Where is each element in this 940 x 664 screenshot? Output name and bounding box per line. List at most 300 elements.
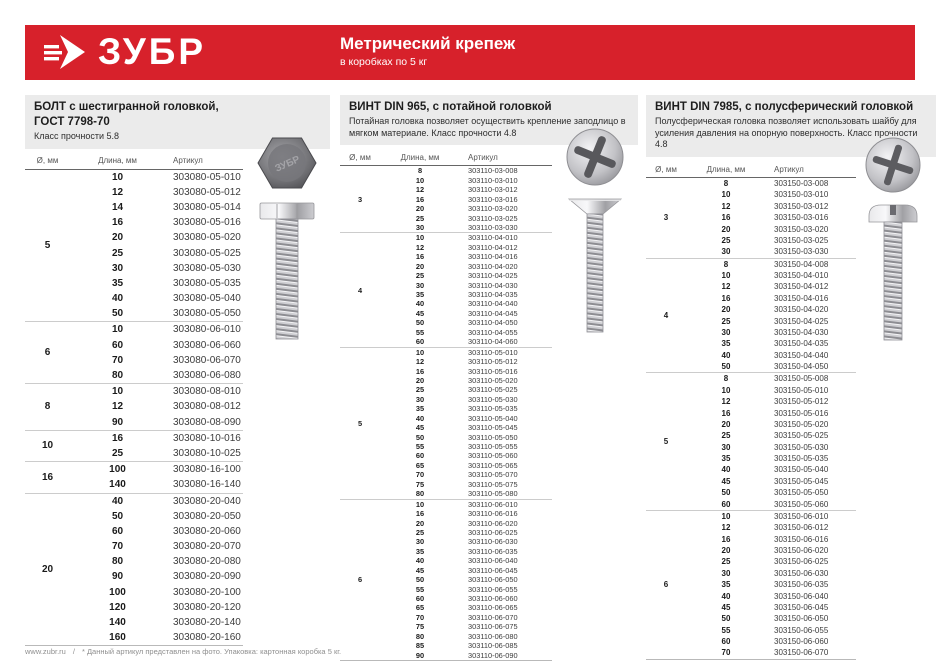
length-value: 25 xyxy=(415,385,425,395)
table-row xyxy=(686,281,856,292)
article-number: 303150-04-016 xyxy=(774,293,829,303)
article-number: 303110-05-070 xyxy=(468,470,518,480)
table-row xyxy=(380,414,552,423)
table-row xyxy=(70,291,243,306)
article-number: 303110-03-016 xyxy=(468,194,518,204)
diameter-group xyxy=(340,499,552,660)
length-value: 60 xyxy=(415,451,425,461)
table-row xyxy=(70,539,243,554)
article-number: 303150-04-020 xyxy=(774,305,829,315)
article-number: 303110-04-060 xyxy=(468,337,518,347)
footer-note: * Данный артикул представлен на фото. Упаковка: картонная коробка 5 кг. xyxy=(81,647,342,656)
article-number: 303080-20-120 xyxy=(173,601,241,613)
article-number: 303080-20-090 xyxy=(173,571,241,583)
length-value: 30 xyxy=(721,442,731,452)
article-number: 303150-05-035 xyxy=(774,454,829,463)
diameter-group xyxy=(25,461,243,492)
table-row xyxy=(380,537,552,546)
table-row xyxy=(686,246,856,257)
length-value: 16 xyxy=(415,252,425,262)
length-value: 40 xyxy=(111,495,124,507)
length-value: 10 xyxy=(721,511,731,521)
article-number: 303150-05-050 xyxy=(774,488,829,498)
length-value: 30 xyxy=(415,222,425,232)
table-row xyxy=(686,212,856,223)
article-number: 303080-05-050 xyxy=(173,308,241,320)
length-value: 35 xyxy=(721,454,731,463)
table-row xyxy=(70,338,243,353)
length-value: 70 xyxy=(111,354,124,366)
article-number: 303110-05-080 xyxy=(468,489,518,499)
table-row xyxy=(380,528,552,537)
article-number: 303110-06-025 xyxy=(468,527,518,537)
column-header-length: Длина, мм xyxy=(706,164,746,174)
article-number: 303150-04-008 xyxy=(774,259,829,269)
table-row xyxy=(380,299,552,308)
length-value: 45 xyxy=(721,602,731,612)
diameter-group xyxy=(646,258,856,373)
table-row xyxy=(380,195,552,204)
article-number: 303110-05-045 xyxy=(468,423,518,433)
table-row xyxy=(380,271,552,280)
article-number: 303110-06-080 xyxy=(468,631,518,641)
length-value: 20 xyxy=(415,261,425,271)
table-row xyxy=(380,632,552,641)
table-row xyxy=(380,594,552,603)
length-value: 75 xyxy=(415,622,425,632)
diameter-value: 3 xyxy=(357,194,363,204)
table-row xyxy=(686,408,856,419)
length-value: 45 xyxy=(415,423,425,433)
length-value: 55 xyxy=(415,327,425,337)
length-value: 60 xyxy=(415,594,425,603)
table-row xyxy=(686,636,856,647)
diameter-group xyxy=(25,321,243,383)
length-value: 60 xyxy=(111,525,124,537)
table-row xyxy=(70,554,243,569)
article-number: 303150-05-025 xyxy=(774,431,829,441)
column-header-length: Длина, мм xyxy=(400,152,440,162)
length-value: 60 xyxy=(111,339,124,351)
length-value: 50 xyxy=(721,362,731,371)
diameter-group xyxy=(25,493,243,646)
table-row xyxy=(686,201,856,212)
article-number: 303080-08-012 xyxy=(173,401,241,413)
table-row xyxy=(686,556,856,567)
article-number: 303110-04-030 xyxy=(468,280,518,290)
length-value: 25 xyxy=(415,271,425,281)
table-row xyxy=(380,290,552,299)
table-row xyxy=(380,318,552,327)
length-value: 16 xyxy=(111,432,124,444)
table-row xyxy=(380,328,552,337)
length-value: 90 xyxy=(111,571,124,583)
length-value: 30 xyxy=(721,247,731,257)
article-number: 303080-06-070 xyxy=(173,354,241,366)
table-row xyxy=(70,494,243,509)
footer-site-url[interactable]: www.zubr.ru xyxy=(25,647,66,656)
length-value: 12 xyxy=(721,523,731,533)
catalog-column-bolt-gost-7798 xyxy=(25,95,330,646)
length-value: 25 xyxy=(111,447,124,459)
section-title: ВИНТ DIN 7985, с полусферический головкой xyxy=(655,101,914,113)
length-value: 10 xyxy=(111,324,124,336)
length-value: 60 xyxy=(721,499,731,509)
article-number: 303110-04-040 xyxy=(468,299,518,309)
table-row xyxy=(70,215,243,230)
table-row xyxy=(686,613,856,624)
length-value: 140 xyxy=(109,617,126,628)
table-row xyxy=(70,585,243,600)
table-row xyxy=(70,415,243,430)
article-number: 303150-05-030 xyxy=(774,442,829,452)
article-number: 303080-10-016 xyxy=(173,432,241,444)
article-number: 303110-04-045 xyxy=(468,308,518,318)
column-header-length: Длина, мм xyxy=(98,156,137,166)
length-value: 50 xyxy=(721,488,731,498)
table-row xyxy=(380,223,552,232)
article-number: 303150-05-045 xyxy=(774,476,829,486)
table-row xyxy=(380,337,552,346)
length-value: 55 xyxy=(415,442,425,451)
article-number: 303110-05-035 xyxy=(468,404,518,414)
diameter-value: 5 xyxy=(357,418,363,428)
length-value: 70 xyxy=(415,470,425,480)
article-number: 303110-06-030 xyxy=(468,537,518,547)
diameter-value: 5 xyxy=(44,240,51,251)
catalog-column-screw-din-965 xyxy=(340,95,638,661)
length-value: 16 xyxy=(721,408,731,418)
length-value: 25 xyxy=(111,247,124,259)
length-value: 25 xyxy=(721,235,731,245)
length-value: 40 xyxy=(415,299,425,309)
length-value: 10 xyxy=(721,385,731,395)
table-row xyxy=(686,304,856,315)
length-value: 40 xyxy=(415,556,425,566)
length-value: 140 xyxy=(109,479,126,491)
length-value: 40 xyxy=(721,350,731,360)
length-value: 25 xyxy=(415,527,425,537)
table-row xyxy=(380,262,552,271)
table-row xyxy=(686,647,856,658)
table-row xyxy=(686,270,856,281)
length-value: 12 xyxy=(415,357,425,367)
article-number: 303110-03-025 xyxy=(468,213,518,223)
length-value: 40 xyxy=(721,465,731,475)
article-number: 303080-06-010 xyxy=(173,324,241,336)
length-value: 10 xyxy=(111,386,124,398)
length-value: 20 xyxy=(111,232,124,244)
length-value: 30 xyxy=(415,537,425,547)
length-value: 45 xyxy=(415,308,425,318)
table-row xyxy=(686,591,856,602)
table-row xyxy=(70,185,243,200)
length-value: 10 xyxy=(415,499,425,509)
length-value: 25 xyxy=(721,316,731,326)
length-value: 16 xyxy=(415,366,425,376)
table-header-row xyxy=(340,149,552,166)
length-value: 25 xyxy=(415,213,425,223)
table-row xyxy=(686,453,856,464)
table-header-row xyxy=(25,153,243,170)
article-number: 303110-06-010 xyxy=(468,499,518,509)
article-number: 303110-05-075 xyxy=(468,479,518,489)
table-row xyxy=(380,641,552,650)
length-value: 100 xyxy=(109,586,126,598)
length-value: 70 xyxy=(415,612,425,622)
length-value: 80 xyxy=(415,489,425,499)
table-row xyxy=(70,261,243,276)
article-number: 303150-05-020 xyxy=(774,419,829,429)
article-number: 303150-03-008 xyxy=(774,179,829,188)
article-number: 303110-06-016 xyxy=(468,509,518,519)
article-number: 303150-06-060 xyxy=(774,637,829,646)
article-number: 303110-04-016 xyxy=(468,252,518,262)
table-row xyxy=(380,500,552,509)
diameter-value: 6 xyxy=(44,347,51,359)
diameter-value: 3 xyxy=(663,213,669,223)
article-number: 303080-05-035 xyxy=(173,277,241,289)
page-footer xyxy=(25,647,341,656)
length-value: 65 xyxy=(415,460,425,470)
article-number: 303110-06-070 xyxy=(468,612,518,622)
article-number: 303110-03-012 xyxy=(468,185,518,195)
table-row xyxy=(686,522,856,533)
table-row xyxy=(380,423,552,432)
table-row xyxy=(380,376,552,385)
length-value: 35 xyxy=(415,404,425,414)
table-row xyxy=(686,534,856,545)
article-number: 303150-04-035 xyxy=(774,339,829,349)
length-value: 65 xyxy=(415,603,425,613)
length-value: 8 xyxy=(723,179,729,188)
table-row xyxy=(686,511,856,522)
table-row xyxy=(70,569,243,584)
column-header-article: Артикул xyxy=(774,164,804,174)
length-value: 30 xyxy=(415,280,425,290)
brand-logo xyxy=(43,32,206,72)
table-row xyxy=(70,200,243,215)
article-number: 303150-05-008 xyxy=(774,374,829,384)
section-title: БОЛТ с шестигранной головкой, ГОСТ 7798-70 xyxy=(34,101,219,128)
length-value: 55 xyxy=(721,625,731,635)
table-row xyxy=(686,579,856,590)
section-description: Класс прочности 5.8 xyxy=(34,130,120,141)
article-number: 303080-05-014 xyxy=(173,201,241,213)
length-value: 25 xyxy=(721,557,731,567)
column-header-diameter: Ø, мм xyxy=(655,164,677,174)
fastener-table xyxy=(25,170,243,647)
table-row xyxy=(70,246,243,261)
article-number: 303110-04-020 xyxy=(468,261,518,271)
article-number: 303110-04-055 xyxy=(468,327,518,337)
diameter-value: 6 xyxy=(663,580,669,590)
article-number: 303080-10-025 xyxy=(173,447,241,459)
table-row xyxy=(686,487,856,498)
article-number: 303080-16-100 xyxy=(173,464,241,476)
article-number: 303150-06-020 xyxy=(774,546,829,555)
article-number: 303080-06-060 xyxy=(173,339,241,351)
diameter-value: 6 xyxy=(357,575,363,585)
length-value: 20 xyxy=(721,305,731,315)
catalog-column-screw-din-7985 xyxy=(646,95,936,660)
article-number: 303110-06-055 xyxy=(468,584,518,594)
article-number: 303080-20-100 xyxy=(173,586,241,598)
table-row xyxy=(686,338,856,349)
table-row xyxy=(686,316,856,327)
table-row xyxy=(380,470,552,479)
table-row xyxy=(380,243,552,252)
article-number: 303110-05-040 xyxy=(468,413,518,423)
length-value: 10 xyxy=(415,233,425,243)
article-number: 303110-04-035 xyxy=(468,290,518,299)
diameter-value: 10 xyxy=(41,440,54,452)
length-value: 35 xyxy=(415,546,425,556)
article-number: 303150-04-010 xyxy=(774,271,829,280)
length-value: 10 xyxy=(721,271,731,280)
length-value: 80 xyxy=(415,631,425,641)
article-number: 303150-06-045 xyxy=(774,602,829,612)
length-value: 8 xyxy=(723,259,729,269)
article-number: 303110-03-008 xyxy=(468,166,518,176)
article-number: 303080-20-060 xyxy=(173,525,241,537)
table-row xyxy=(380,461,552,470)
article-number: 303110-06-065 xyxy=(468,603,518,613)
length-value: 8 xyxy=(417,166,423,176)
length-value: 20 xyxy=(415,375,425,385)
article-number: 303110-04-012 xyxy=(468,242,518,252)
length-value: 16 xyxy=(111,217,124,229)
table-header-row xyxy=(646,161,856,178)
article-number: 303110-03-010 xyxy=(468,175,518,185)
table-row xyxy=(380,166,552,175)
article-number: 303080-20-070 xyxy=(173,541,241,553)
article-number: 303110-06-090 xyxy=(468,650,518,660)
diameter-group xyxy=(340,232,552,346)
page-subtitle: в коробках по 5 кг xyxy=(340,56,428,68)
table-row xyxy=(380,309,552,318)
length-value: 20 xyxy=(415,204,425,214)
article-number: 303110-03-030 xyxy=(468,222,518,232)
length-value: 12 xyxy=(721,397,731,407)
diameter-value: 20 xyxy=(41,563,54,575)
length-value: 40 xyxy=(721,591,731,601)
footer-separator: / xyxy=(72,647,75,656)
article-number: 303110-06-040 xyxy=(468,556,518,566)
article-number: 303150-03-030 xyxy=(774,247,829,257)
article-number: 303110-06-085 xyxy=(468,641,518,651)
page-title: Метрический крепеж xyxy=(340,34,516,53)
length-value: 12 xyxy=(111,186,124,198)
length-value: 30 xyxy=(415,394,425,404)
article-number: 303080-05-020 xyxy=(173,232,241,244)
table-row xyxy=(686,396,856,407)
table-row xyxy=(686,602,856,613)
diameter-value: 5 xyxy=(663,437,669,447)
article-number: 303150-06-035 xyxy=(774,580,829,590)
section-description: Полусферическая головка позволяет использовать шайбу для усиления давления на опорную поверхность. Класс прочности 4.8 xyxy=(655,115,918,150)
article-number: 303150-04-030 xyxy=(774,327,829,337)
table-row xyxy=(70,230,243,245)
length-value: 12 xyxy=(111,401,124,413)
article-number: 303150-06-030 xyxy=(774,568,829,578)
length-value: 160 xyxy=(109,632,126,644)
article-number: 303110-05-050 xyxy=(468,432,518,442)
article-number: 303080-05-016 xyxy=(173,217,241,229)
table-row xyxy=(70,431,243,446)
diameter-value: 8 xyxy=(44,401,51,413)
length-value: 75 xyxy=(415,479,425,489)
article-number: 303110-06-020 xyxy=(468,518,518,528)
table-row xyxy=(380,385,552,394)
column-header-diameter: Ø, мм xyxy=(349,152,371,162)
table-row xyxy=(70,615,243,630)
table-row xyxy=(380,204,552,213)
zubr-arrow-icon xyxy=(43,32,89,72)
table-row xyxy=(686,224,856,235)
table-row xyxy=(380,433,552,442)
length-value: 12 xyxy=(721,201,731,211)
table-row xyxy=(70,524,243,539)
article-number: 303150-06-055 xyxy=(774,625,829,635)
table-row xyxy=(686,350,856,361)
table-row xyxy=(686,476,856,487)
column-header-diameter: Ø, мм xyxy=(36,156,59,166)
countersunk-screw-photo xyxy=(554,127,636,339)
length-value: 20 xyxy=(415,518,425,528)
article-number: 303080-20-160 xyxy=(173,632,241,644)
length-value: 90 xyxy=(415,650,425,660)
article-number: 303080-05-010 xyxy=(173,171,241,183)
length-value: 40 xyxy=(415,413,425,423)
table-row xyxy=(70,446,243,461)
table-row xyxy=(70,630,243,645)
table-row xyxy=(380,176,552,185)
table-row xyxy=(70,368,243,383)
article-number: 303080-16-140 xyxy=(173,479,241,491)
table-row xyxy=(70,384,243,399)
table-row xyxy=(686,568,856,579)
table-row xyxy=(70,462,243,477)
length-value: 50 xyxy=(415,318,425,328)
table-row xyxy=(380,566,552,575)
article-number: 303080-05-012 xyxy=(173,186,241,198)
article-number: 303110-06-075 xyxy=(468,622,518,632)
table-row xyxy=(686,419,856,430)
brand-name: ЗУБР xyxy=(98,31,207,72)
length-value: 45 xyxy=(415,565,425,575)
article-number: 303110-05-030 xyxy=(468,394,518,404)
table-row xyxy=(380,585,552,594)
table-row xyxy=(380,357,552,366)
table-row xyxy=(380,480,552,489)
article-number: 303150-03-012 xyxy=(774,201,829,211)
length-value: 50 xyxy=(415,432,425,442)
article-number: 303110-04-050 xyxy=(468,318,518,328)
length-value: 12 xyxy=(415,242,425,252)
length-value: 80 xyxy=(111,556,124,568)
article-number: 303150-03-010 xyxy=(774,190,829,200)
length-value: 60 xyxy=(721,637,731,646)
table-row xyxy=(70,509,243,524)
article-number: 303110-05-065 xyxy=(468,460,518,470)
table-row xyxy=(686,259,856,270)
length-value: 12 xyxy=(415,185,425,195)
length-value: 20 xyxy=(721,224,731,234)
article-number: 303150-05-016 xyxy=(774,408,829,418)
article-number: 303080-08-010 xyxy=(173,386,241,398)
article-number: 303110-05-010 xyxy=(468,347,518,357)
